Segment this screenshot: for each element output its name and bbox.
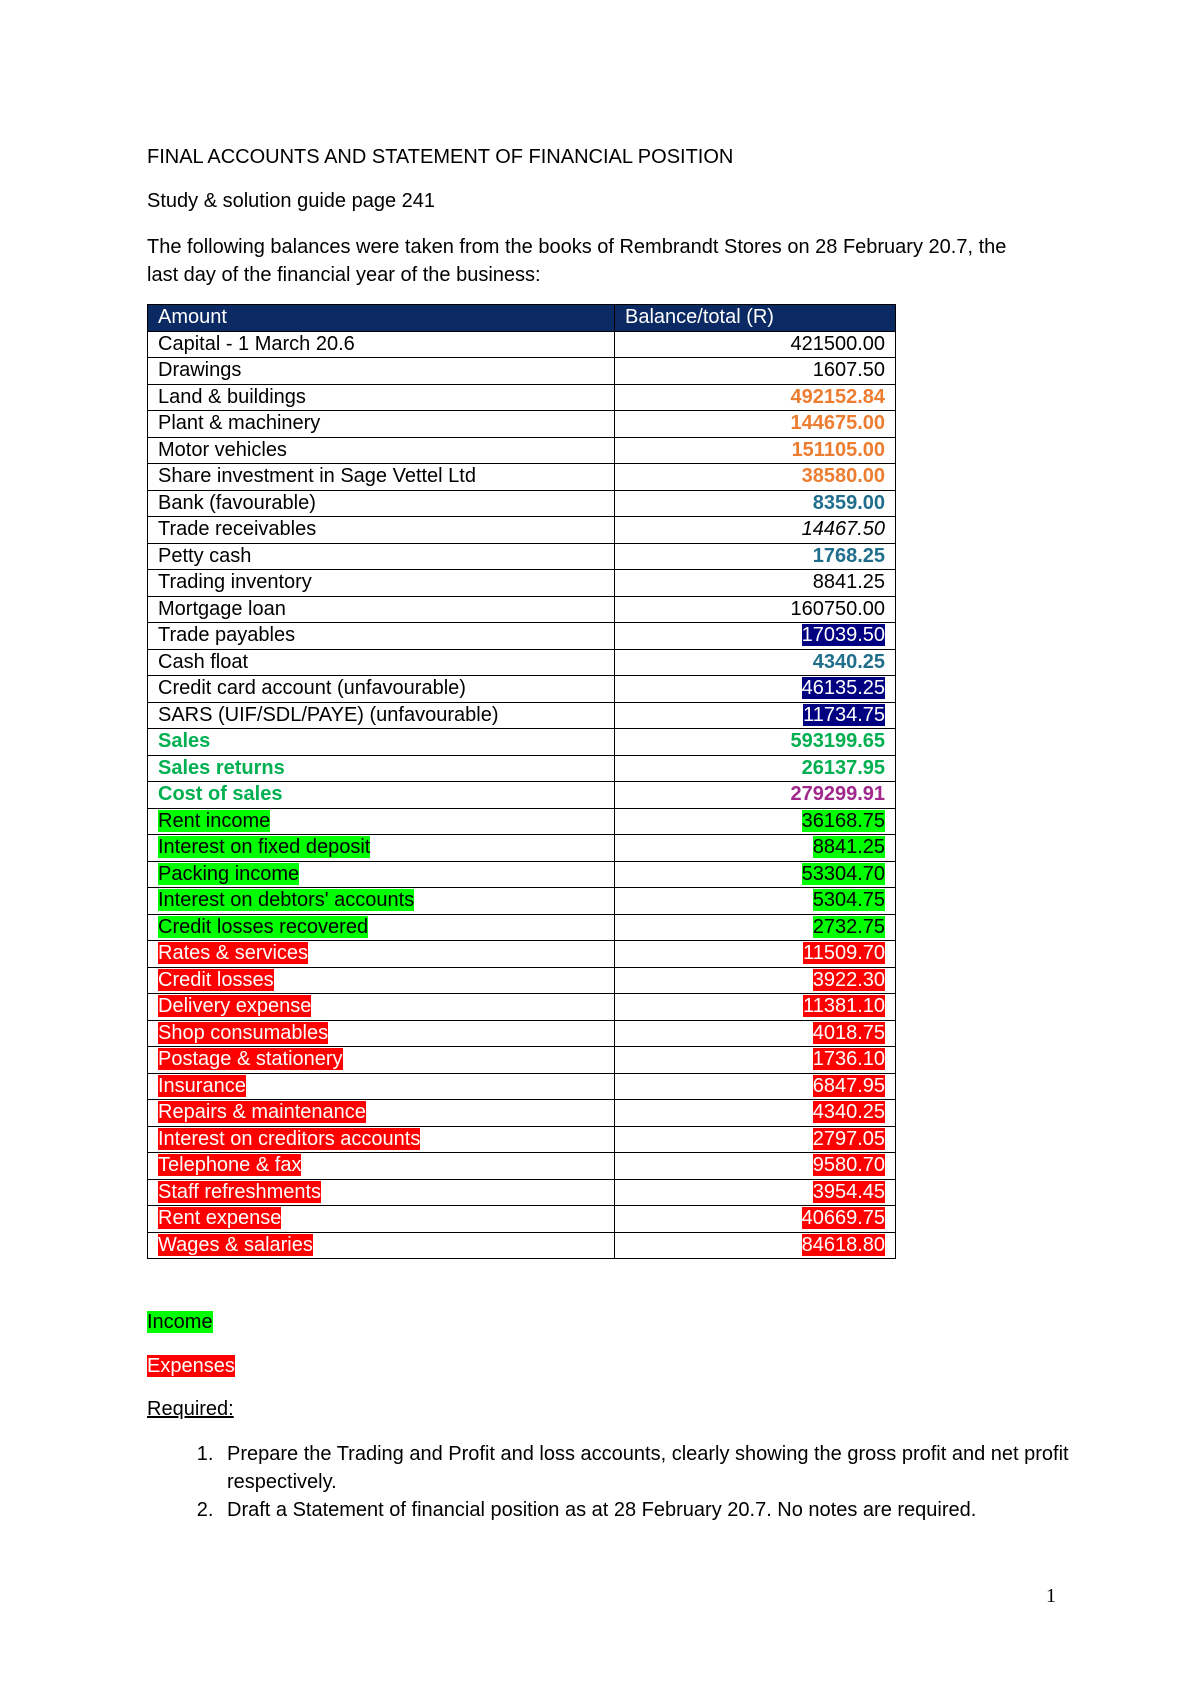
table-row [148, 1206, 896, 1233]
balances-table [147, 304, 896, 1259]
table-row [148, 914, 896, 941]
table-row [148, 331, 896, 358]
table-row [148, 1126, 896, 1153]
row-label: Interest on debtors' accounts [158, 889, 415, 912]
row-label: Plant & machinery [158, 412, 321, 435]
row-label: Mortgage loan [158, 597, 286, 620]
row-label: Interest on fixed deposit [158, 836, 371, 859]
row-value: 2732.75 [812, 915, 885, 938]
header-balance: Balance/total (R) [615, 305, 896, 332]
table-row [148, 490, 896, 517]
row-value: 8841.25 [812, 571, 885, 594]
row-value: 144675.00 [790, 412, 885, 435]
row-label: Drawings [158, 359, 242, 382]
table-row [148, 808, 896, 835]
row-value: 151105.00 [791, 438, 885, 461]
row-label: Rent income [158, 809, 271, 832]
row-label: Sales returns [158, 756, 285, 779]
row-label: SARS (UIF/SDL/PAYE) (unfavourable) [158, 703, 499, 726]
required-list [147, 1440, 1149, 1524]
row-label: Credit card account (unfavourable) [158, 677, 466, 700]
list-item: 1. Prepare the Trading and Profit and loss accounts, clearly showing the gross profit and net profit respectively. [219, 1440, 1149, 1496]
row-label: Sales [158, 730, 211, 753]
legend-expenses-label: Expenses [147, 1355, 235, 1377]
row-value: 421500.00 [790, 332, 885, 355]
row-label: Wages & salaries [158, 1233, 313, 1256]
row-value: 8359.00 [812, 491, 885, 514]
row-label: Trade receivables [158, 518, 317, 541]
row-value: 11734.75 [803, 703, 885, 726]
row-label: Rent expense [158, 1207, 282, 1230]
table-row [148, 623, 896, 650]
row-label: Bank (favourable) [158, 491, 316, 514]
legend-income [147, 1311, 213, 1334]
legend-income-label: Income [147, 1311, 213, 1333]
page-title: FINAL ACCOUNTS AND STATEMENT OF FINANCIAL POSITION [147, 146, 734, 168]
row-label: Cost of sales [158, 783, 283, 806]
row-label: Shop consumables [158, 1021, 329, 1044]
table-row [148, 1153, 896, 1180]
row-value: 8841.25 [812, 836, 885, 859]
row-label: Packing income [158, 862, 300, 885]
row-value: 5304.75 [812, 889, 885, 912]
table-row [148, 888, 896, 915]
row-label: Motor vehicles [158, 438, 287, 461]
row-value: 9580.70 [812, 1154, 885, 1177]
row-value: 1607.50 [812, 359, 885, 382]
table-row [148, 384, 896, 411]
row-value: 36168.75 [801, 809, 885, 832]
row-value: 593199.65 [790, 730, 885, 753]
row-label: Petty cash [158, 544, 252, 567]
subtitle: Study & solution guide page 241 [147, 190, 435, 212]
row-label: Staff refreshments [158, 1180, 322, 1203]
table-row [148, 967, 896, 994]
table-row [148, 543, 896, 570]
row-label: Interest on creditors accounts [158, 1127, 421, 1150]
table-row [148, 755, 896, 782]
table-row [148, 464, 896, 491]
row-value: 2797.05 [812, 1127, 885, 1150]
row-label: Repairs & maintenance [158, 1101, 366, 1124]
table-row [148, 596, 896, 623]
table-row [148, 649, 896, 676]
row-value: 17039.50 [801, 624, 885, 647]
row-value: 6847.95 [812, 1074, 885, 1097]
table-row [148, 1020, 896, 1047]
list-item: 2. Draft a Statement of financial position as at 28 February 20.7. No notes are required. [219, 1496, 1149, 1524]
table-row [148, 358, 896, 385]
row-label: Credit losses [158, 968, 274, 991]
row-value: 46135.25 [801, 677, 885, 700]
intro-paragraph: The following balances were taken from the books of Rembrandt Stores on 28 February 20.7, the last day of the financial year of the business: [147, 236, 1007, 286]
row-value: 279299.91 [790, 783, 885, 806]
table-row [148, 1179, 896, 1206]
row-label: Capital - 1 March 20.6 [158, 332, 355, 355]
row-label: Insurance [158, 1074, 246, 1097]
table-row [148, 676, 896, 703]
row-label: Share investment in Sage Vettel Ltd [158, 465, 476, 488]
table-row [148, 517, 896, 544]
row-label: Rates & services [158, 942, 309, 965]
row-value: 38580.00 [801, 465, 885, 488]
row-value: 3922.30 [812, 968, 885, 991]
table-row [148, 861, 896, 888]
row-label: Trading inventory [158, 571, 312, 594]
row-value: 492152.84 [790, 385, 885, 408]
legend-expenses [147, 1355, 235, 1378]
row-value: 11509.70 [803, 942, 885, 965]
row-value: 3954.45 [812, 1180, 885, 1203]
row-value: 84618.80 [801, 1233, 885, 1256]
row-label: Cash float [158, 650, 249, 673]
table-row [148, 1232, 896, 1259]
table-row [148, 411, 896, 438]
row-value: 53304.70 [801, 862, 885, 885]
row-label: Delivery expense [158, 995, 312, 1018]
table-row [148, 835, 896, 862]
row-value: 40669.75 [801, 1207, 885, 1230]
row-value: 1736.10 [812, 1048, 885, 1071]
table-row [148, 437, 896, 464]
table-row [148, 782, 896, 809]
row-value: 160750.00 [790, 597, 885, 620]
row-label: Trade payables [158, 624, 296, 647]
row-value: 4340.25 [812, 1101, 885, 1124]
row-value: 4340.25 [812, 650, 885, 673]
table-row [148, 1100, 896, 1127]
table-row [148, 702, 896, 729]
table-header-row [148, 305, 896, 332]
row-value: 1768.25 [812, 544, 885, 567]
row-value: 14467.50 [801, 518, 885, 541]
table-row [148, 570, 896, 597]
row-label: Land & buildings [158, 385, 306, 408]
table-row [148, 941, 896, 968]
row-label: Postage & stationery [158, 1048, 343, 1071]
table-row [148, 729, 896, 756]
row-value: 26137.95 [801, 756, 885, 779]
row-label: Credit losses recovered [158, 915, 369, 938]
row-value: 11381.10 [803, 995, 885, 1018]
table-row [148, 994, 896, 1021]
row-value: 4018.75 [812, 1021, 885, 1044]
table-row [148, 1073, 896, 1100]
required-heading: Required: [147, 1398, 234, 1420]
row-label: Telephone & fax [158, 1154, 302, 1177]
page-number: 1 [1046, 1585, 1056, 1607]
header-amount: Amount [148, 305, 615, 332]
table-row [148, 1047, 896, 1074]
